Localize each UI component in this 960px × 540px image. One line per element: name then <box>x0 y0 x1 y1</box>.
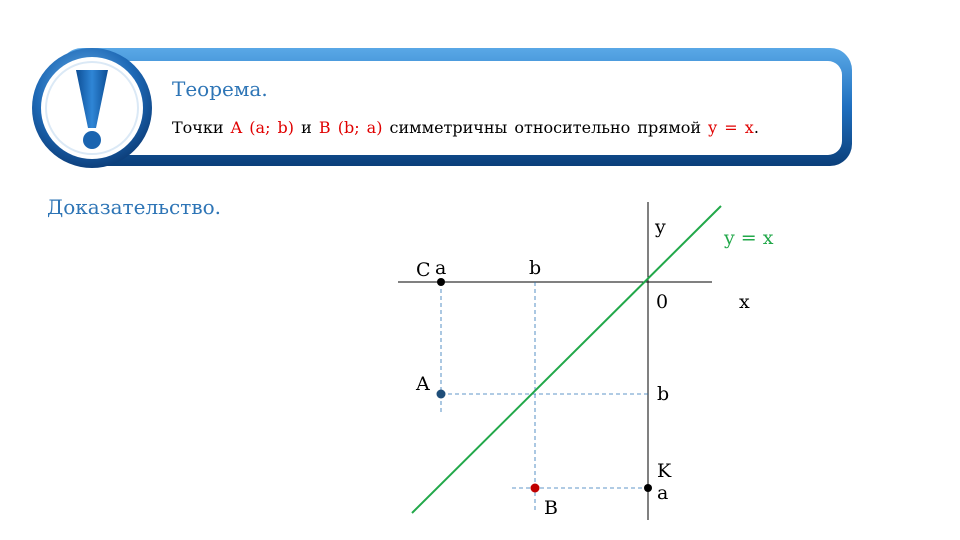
theorem-middle: симметричны относительно прямой <box>382 118 709 137</box>
right-b-label: b <box>657 383 670 405</box>
theorem-conj: и <box>294 118 319 137</box>
theorem-prefix: Точки <box>172 118 231 137</box>
theorem-point-b: B (b; a) <box>318 118 383 137</box>
point-k-label: K <box>657 460 672 482</box>
point-b-marker <box>531 484 540 493</box>
guide-lines <box>441 282 648 510</box>
proof-label: Доказательство. <box>47 195 221 219</box>
axis-x-label: x <box>739 291 750 313</box>
top-a-label: a <box>435 257 447 279</box>
theorem-end: . <box>753 118 759 137</box>
origin-label: 0 <box>656 291 669 313</box>
top-b-label: b <box>529 257 542 279</box>
line-y-equals-x <box>412 206 721 513</box>
theorem-point-a: A (a; b) <box>230 118 295 137</box>
right-a-label: a <box>657 482 669 504</box>
theorem-line: y = x <box>708 118 754 137</box>
axis-y-label: y <box>655 216 666 238</box>
point-b-label: B <box>544 497 558 519</box>
point-c-marker <box>437 278 445 286</box>
point-a-marker <box>437 390 446 399</box>
point-c-label: C <box>416 259 431 281</box>
point-a-label: A <box>416 373 430 395</box>
theorem-title: Теорема. <box>172 77 268 101</box>
line-label: y = x <box>724 227 774 249</box>
point-k-marker <box>644 484 652 492</box>
